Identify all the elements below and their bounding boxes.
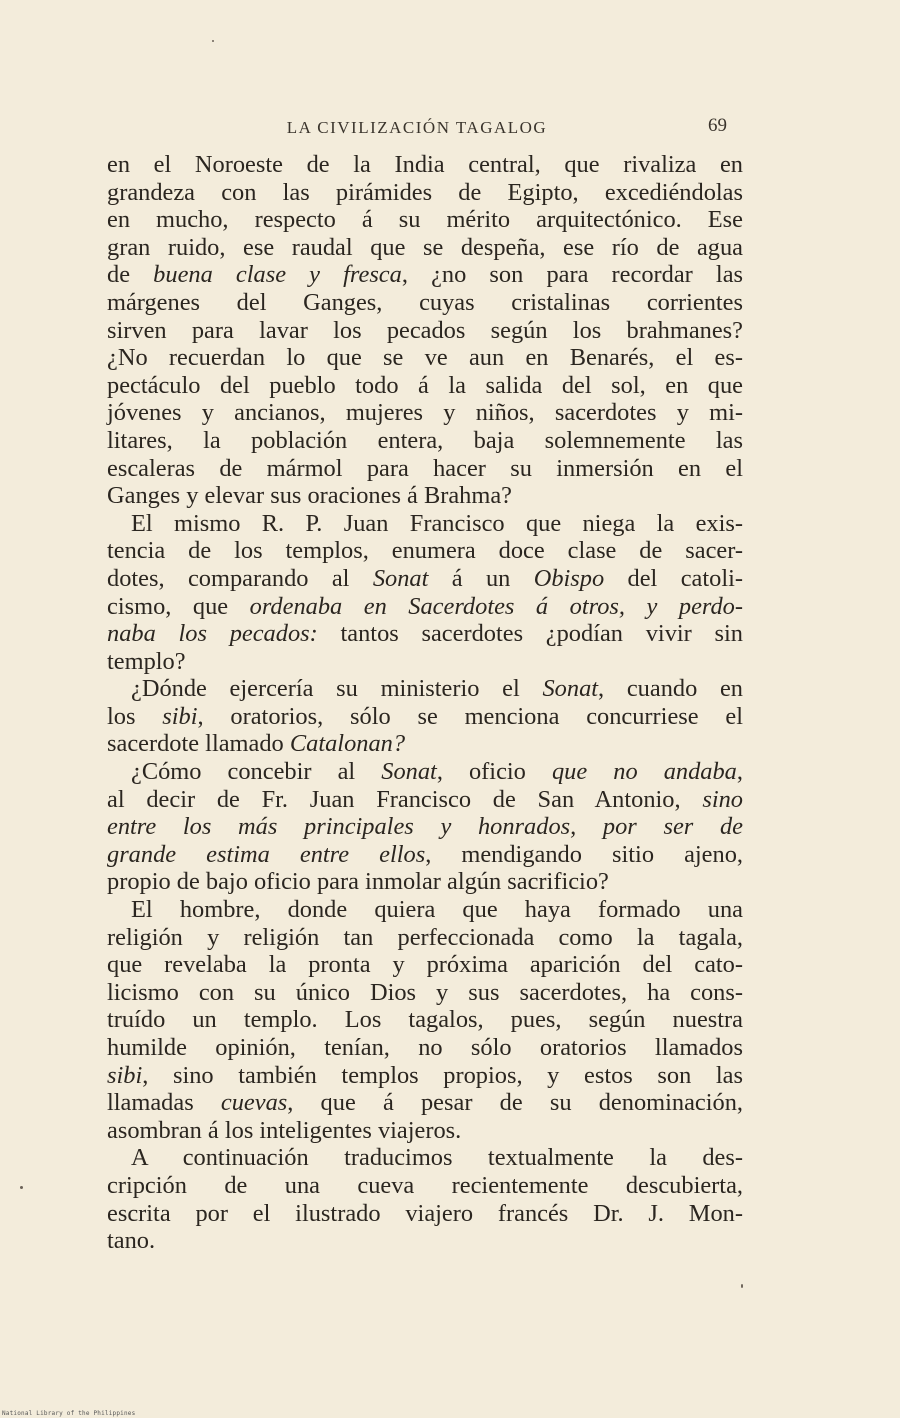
text-line: litares, la población entera, baja solemnemente las (107, 426, 743, 454)
text-line: tano. (107, 1227, 156, 1255)
text-line: religión y religión tan perfeccionada como la tagala, (107, 923, 743, 951)
text-line: escrita por el ilustrado viajero francés Dr. J. Mon- (107, 1199, 743, 1227)
text-line: escaleras de mármol para hacer su inmersión en el (107, 454, 743, 482)
text-line: gran ruido, ese raudal que se despeña, ese río de agua (107, 233, 743, 261)
paper-speck (741, 1284, 743, 1288)
text-line: que revelaba la pronta y próxima aparición del cato- (107, 951, 743, 979)
text-line: propio de bajo oficio para inmolar algún sacrificio? (107, 868, 609, 896)
text-line: tencia de los templos, enumera doce clase de sacer- (107, 537, 743, 565)
text-line: cismo, que ordenaba en Sacerdotes á otros, y perdo- (107, 592, 743, 620)
text-line: grande estima entre ellos, mendigando sitio ajeno, (107, 840, 743, 868)
text-line: pectáculo del pueblo todo á la salida del sol, en que (107, 371, 743, 399)
text-line: en el Noroeste de la India central, que rivaliza en (107, 151, 743, 178)
text-line: Ganges y elevar sus oraciones á Brahma? (107, 482, 512, 510)
text-line: sacerdote llamado Catalonan? (107, 730, 406, 758)
text-line: templo? (107, 647, 186, 675)
text-line: sirven para lavar los pecados según los brahmanes? (107, 316, 743, 344)
text-line: márgenes del Ganges, cuyas cristalinas corrientes (107, 288, 743, 316)
running-title: LA CIVILIZACIÓN TAGALOG (286, 118, 548, 137)
text-line: al decir de Fr. Juan Francisco de San Antonio, sino (107, 785, 743, 813)
text-line: ¿Dónde ejercería su ministerio el Sonat, cuando en (131, 675, 743, 703)
running-head (107, 115, 727, 144)
body-text (107, 151, 743, 1255)
paper-speck (20, 1186, 23, 1189)
text-line: jóvenes y ancianos, mujeres y niños, sacerdotes y mi- (107, 399, 743, 427)
text-line: El mismo R. P. Juan Francisco que niega la exis- (131, 509, 743, 537)
text-line: A continuación traducimos textualmente la des- (131, 1144, 743, 1172)
library-credit: National Library of the Philippines (2, 1410, 136, 1417)
text-line: El hombre, donde quiera que haya formado una (131, 896, 743, 924)
text-line: asombran á los inteligentes viajeros. (107, 1116, 462, 1144)
text-line: llamadas cuevas, que á pesar de su denominación, (107, 1089, 743, 1117)
text-line: ¿No recuerdan lo que se ve aun en Benarés, el es- (107, 344, 743, 372)
text-line: truído un templo. Los tagalos, pues, según nuestra (107, 1006, 743, 1034)
paper-speck (212, 40, 214, 42)
text-line: cripción de una cueva recientemente descubierta, (107, 1171, 743, 1199)
text-line: humilde opinión, tenían, no sólo oratorios llamados (107, 1034, 743, 1061)
text-line: dotes, comparando al Sonat á un Obispo del catoli- (107, 564, 743, 592)
text-line: licismo con su único Dios y sus sacerdotes, ha cons- (107, 978, 743, 1006)
text-line: grandeza con las pirámides de Egipto, excediéndolas (107, 178, 743, 206)
text-line: sibi, sino también templos propios, y estos son las (107, 1061, 743, 1089)
text-line: en mucho, respecto á su mérito arquitectónico. Ese (107, 206, 743, 234)
page-number: 69 (708, 115, 727, 136)
text-line: los sibi, oratorios, sólo se menciona concurriese el (107, 702, 743, 730)
text-line: de buena clase y fresca, ¿no son para recordar las (107, 261, 744, 289)
text-line: ¿Cómo concebir al Sonat, oficio que no andaba, (131, 758, 743, 786)
text-line: naba los pecados: tantos sacerdotes ¿podían vivir sin (107, 620, 743, 648)
text-line: entre los más principales y honrados, por ser de (107, 813, 743, 841)
